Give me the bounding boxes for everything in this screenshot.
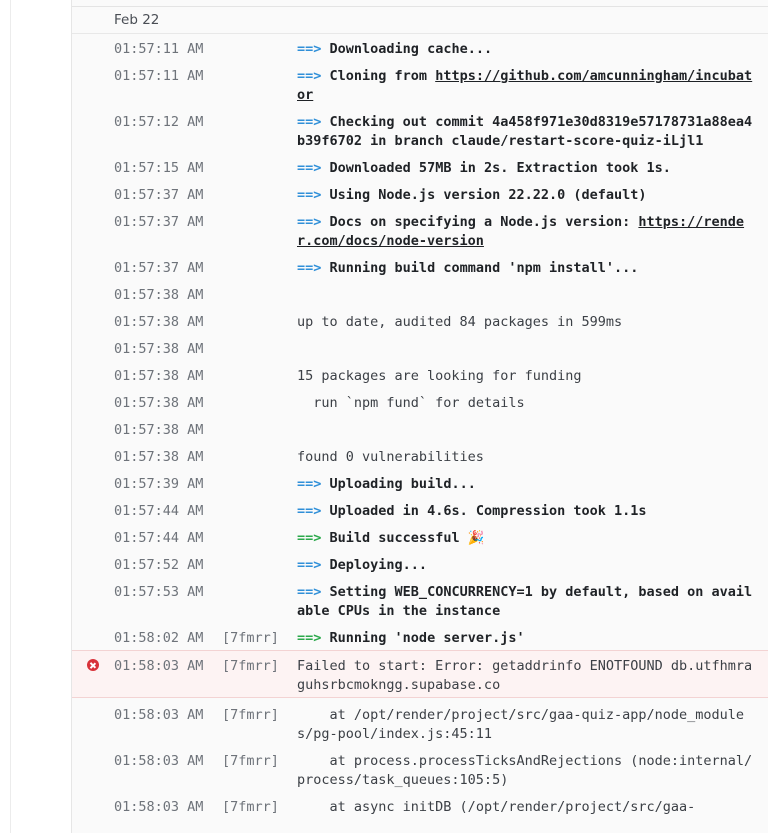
log-timestamp: 01:57:44 AM: [114, 503, 204, 519]
log-timestamp: 01:58:03 AM: [114, 707, 204, 723]
log-line: [72, 469, 768, 496]
log-line: [72, 207, 768, 253]
log-arrow-marker: ==>: [297, 214, 322, 230]
log-message: [297, 313, 757, 332]
log-arrow-marker: ==>: [297, 160, 322, 176]
log-message-text: Running 'node server.js': [329, 630, 525, 646]
log-line: [72, 523, 768, 550]
log-line: [72, 361, 768, 388]
log-timestamp: 01:57:38 AM: [114, 287, 204, 303]
log-message: [297, 475, 757, 494]
left-gutter: [0, 0, 71, 833]
deploy-log-panel[interactable]: [71, 0, 768, 833]
log-message: [297, 529, 757, 548]
log-line: [72, 34, 768, 61]
log-message: [297, 40, 757, 59]
log-instance-id: [7fmrr]: [222, 799, 279, 815]
log-arrow-marker: ==>: [297, 114, 322, 130]
log-message: [297, 113, 757, 151]
log-message-text: at async initDB (/opt/render/project/src/gaa-: [297, 799, 696, 815]
log-link[interactable]: https://render.com/docs/node-version: [297, 214, 745, 249]
log-link[interactable]: https://github.com/amcunningham/incubator: [297, 68, 753, 103]
log-message: [297, 394, 757, 413]
log-timestamp: 01:57:38 AM: [114, 341, 204, 357]
log-timestamp: 01:57:38 AM: [114, 368, 204, 384]
log-message: [297, 448, 757, 467]
log-line: [72, 496, 768, 523]
log-date-header: Feb 22: [72, 7, 768, 34]
log-timestamp: 01:57:44 AM: [114, 530, 204, 546]
error-x-circle-icon: [87, 659, 99, 671]
log-line: [72, 700, 768, 746]
log-arrow-marker: ==>: [297, 68, 322, 84]
log-message-text: run `npm fund` for details: [297, 395, 525, 411]
log-arrow-marker: ==>: [297, 584, 322, 600]
log-timestamp: 01:57:11 AM: [114, 68, 204, 84]
log-line: [72, 280, 768, 307]
log-line: [72, 388, 768, 415]
log-timestamp: 01:57:15 AM: [114, 160, 204, 176]
log-arrow-marker: ==>: [297, 503, 322, 519]
log-message-text: Downloading cache...: [329, 41, 493, 57]
log-timestamp: 01:57:11 AM: [114, 41, 204, 57]
log-timestamp: 01:57:52 AM: [114, 557, 204, 573]
log-message-text: at process.processTicksAndRejections (node:internal/process/task_queues:105:5): [297, 753, 753, 788]
log-arrow-marker: ==>: [297, 41, 322, 57]
log-line: [72, 577, 768, 623]
log-timestamp: 01:57:38 AM: [114, 422, 204, 438]
log-message-text: at /opt/render/project/src/gaa-quiz-app/node_modules/pg-pool/index.js:45:11: [297, 707, 745, 742]
log-instance-id: [7fmrr]: [222, 630, 279, 646]
log-message-text: Setting WEB_CONCURRENCY=1 by default, based on available CPUs in the instance: [297, 584, 753, 619]
log-top-edge: [72, 0, 768, 7]
log-message: [297, 583, 757, 621]
log-arrow-marker: ==>: [297, 187, 322, 203]
log-lines-list: [72, 34, 768, 819]
log-timestamp: 01:57:38 AM: [114, 449, 204, 465]
log-message: [297, 502, 757, 521]
log-line: [72, 623, 768, 650]
log-instance-id: [7fmrr]: [222, 753, 279, 769]
log-timestamp: 01:58:03 AM: [114, 658, 204, 674]
log-message-text: Running build command 'npm install'...: [329, 260, 639, 276]
log-timestamp: 01:58:03 AM: [114, 799, 204, 815]
log-arrow-marker: ==>: [297, 630, 322, 646]
log-message-text: 15 packages are looking for funding: [297, 368, 582, 384]
log-line-error: [72, 650, 768, 698]
log-line: [72, 334, 768, 361]
log-line: [72, 415, 768, 442]
log-message-text: Uploading build...: [329, 476, 476, 492]
log-line: [72, 792, 768, 819]
log-message: [297, 367, 757, 386]
log-message: [297, 259, 757, 278]
log-line: [72, 307, 768, 334]
log-message-text: Checking out commit 4a458f971e30d8319e57178731a88ea4b39f6702 in branch claude/restart-score-quiz-iLjl1: [297, 114, 753, 149]
log-message: [297, 213, 757, 251]
log-message-text: up to date, audited 84 packages in 599ms: [297, 314, 623, 330]
log-message-text: Docs on specifying a Node.js version:: [329, 214, 639, 230]
log-message: [297, 657, 757, 695]
log-message: [297, 67, 757, 105]
log-instance-id: [7fmrr]: [222, 658, 279, 674]
log-message: [297, 798, 757, 817]
log-message-text: found 0 vulnerabilities: [297, 449, 484, 465]
log-timestamp: 01:57:37 AM: [114, 260, 204, 276]
log-arrow-marker: ==>: [297, 557, 322, 573]
log-line: [72, 61, 768, 107]
log-message-text: Build successful 🎉: [329, 530, 485, 546]
log-message: [297, 556, 757, 575]
log-message: [297, 629, 757, 648]
log-timestamp: 01:57:53 AM: [114, 584, 204, 600]
log-timestamp: 01:57:38 AM: [114, 395, 204, 411]
log-line: [72, 550, 768, 577]
log-timestamp: 01:57:38 AM: [114, 314, 204, 330]
log-arrow-marker: ==>: [297, 260, 322, 276]
log-line: [72, 253, 768, 280]
log-timestamp: 01:58:02 AM: [114, 630, 204, 646]
log-message-text: Uploaded in 4.6s. Compression took 1.1s: [329, 503, 647, 519]
log-timestamp: 01:57:12 AM: [114, 114, 204, 130]
log-line: [72, 442, 768, 469]
log-line: [72, 107, 768, 153]
log-timestamp: 01:58:03 AM: [114, 753, 204, 769]
log-message-text: Deploying...: [329, 557, 428, 573]
log-instance-id: [7fmrr]: [222, 707, 279, 723]
log-line: [72, 153, 768, 180]
log-timestamp: 01:57:37 AM: [114, 214, 204, 230]
log-line: [72, 180, 768, 207]
log-message: [297, 706, 757, 744]
log-message-text: Failed to start: Error: getaddrinfo ENOTFOUND db.utfhmraguhsrbcmokngg.supabase.co: [297, 658, 753, 693]
log-message: [297, 159, 757, 178]
log-arrow-marker: ==>: [297, 530, 322, 546]
log-line: [72, 746, 768, 792]
log-message-text: Cloning from: [329, 68, 436, 84]
log-message: [297, 752, 757, 790]
log-timestamp: 01:57:37 AM: [114, 187, 204, 203]
gutter-divider: [10, 0, 11, 833]
log-arrow-marker: ==>: [297, 476, 322, 492]
log-timestamp: 01:57:39 AM: [114, 476, 204, 492]
log-message: [297, 186, 757, 205]
log-message-text: Using Node.js version 22.22.0 (default): [329, 187, 647, 203]
log-message-text: Downloaded 57MB in 2s. Extraction took 1s.: [329, 160, 671, 176]
